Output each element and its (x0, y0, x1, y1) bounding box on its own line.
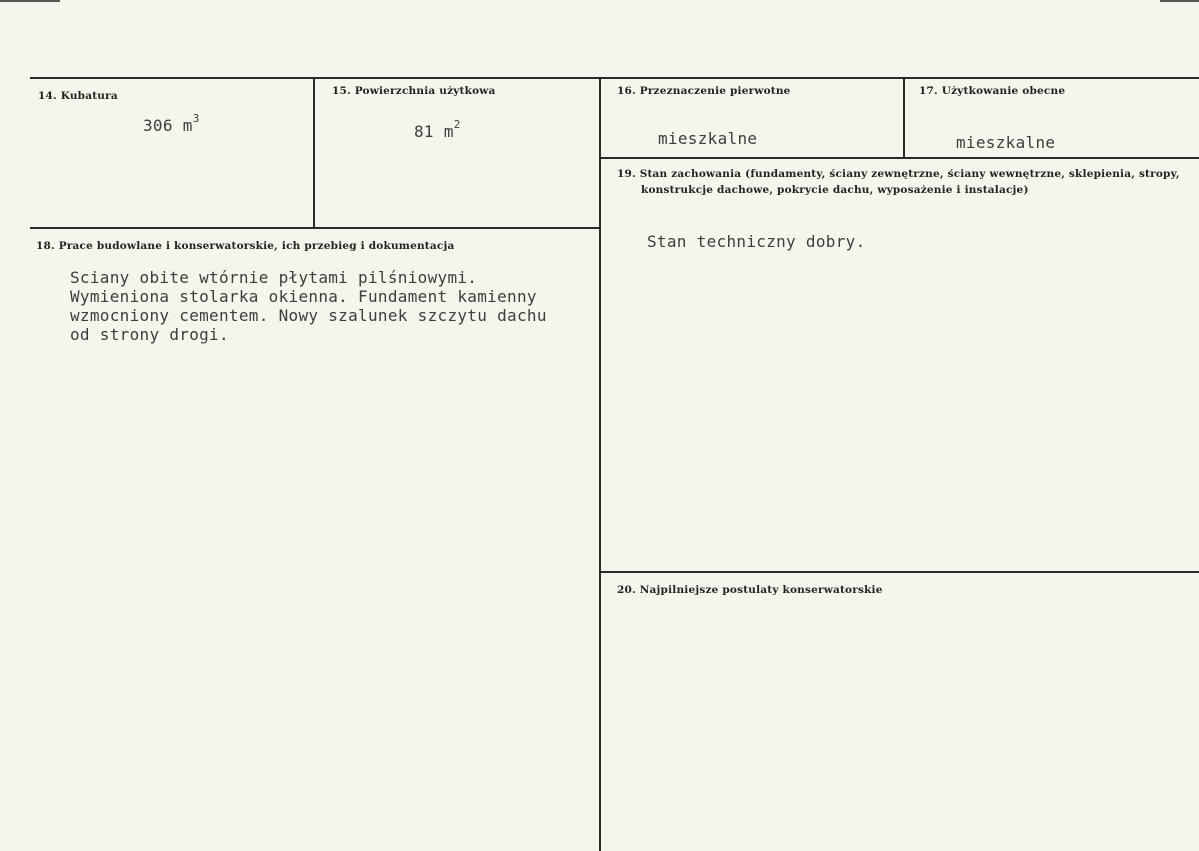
top-edge-mark (1160, 0, 1199, 2)
field-18-line: Wymieniona stolarka okienna. Fundament kamienny (70, 287, 537, 306)
rule-below-16-17 (600, 157, 1199, 159)
field-19-label-line2: konstrukcje dachowe, pokrycie dachu, wyposażenie i instalacje) (641, 184, 1029, 196)
top-edge-mark (0, 0, 60, 2)
field-15-value: 81 $m^2$ (414, 118, 461, 141)
field-14-value: 306 $m^3$ (143, 112, 200, 135)
field-14-label: 14. Kubatura (38, 90, 118, 102)
field-18-label: 18. Prace budowlane i konserwatorskie, ich przebieg i dokumentacja (36, 240, 455, 252)
field-17-value: mieszkalne (956, 133, 1056, 152)
field-18-line: od strony drogi. (70, 325, 229, 344)
field-18-line: wzmocniony cementem. Nowy szalunek szczytu dachu (70, 306, 547, 325)
divider-14-15 (313, 77, 315, 228)
field-16-value: mieszkalne (658, 129, 758, 148)
field-19-value: Stan techniczny dobry. (647, 232, 866, 251)
field-15-label: 15. Powierzchnia użytkowa (332, 85, 496, 97)
rule-below-14-15 (30, 227, 600, 229)
top-rule (30, 77, 1199, 79)
center-divider (599, 77, 601, 851)
rule-above-20 (600, 571, 1199, 573)
field-19-label: 19. Stan zachowania (fundamenty, ściany zewnętrzne, ściany wewnętrzne, sklepienia, stropy, (617, 168, 1180, 180)
field-18-line: Sciany obite wtórnie płytami pilśniowymi. (70, 268, 478, 287)
field-17-label: 17. Użytkowanie obecne (919, 85, 1066, 97)
field-20-label: 20. Najpilniejsze postulaty konserwatorskie (617, 584, 883, 596)
field-16-label: 16. Przeznaczenie pierwotne (617, 85, 791, 97)
divider-16-17 (903, 77, 905, 158)
field-18-text (70, 268, 547, 344)
